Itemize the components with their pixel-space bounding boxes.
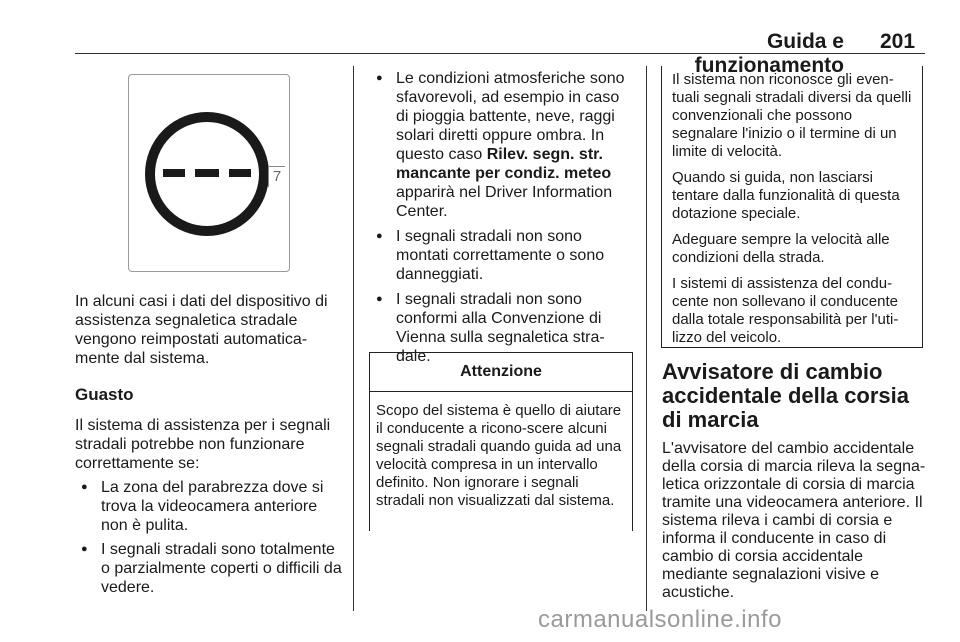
bullet1-text-post: apparirà nel Driver Information Center.: [396, 184, 613, 220]
column-2: [370, 69, 634, 366]
note-paragraph: Adeguare sempre la velocità alle condizioni della strada.: [672, 231, 890, 266]
col1-intro: In alcuni casi i dati del dispositivo di assistenza segnaletica stradale vengono reimpostati automatica-mente dal sistema.: [75, 293, 328, 367]
attention-text: Scopo del sistema è quello di aiutare il conducente a ricono-scere alcuni segnali stradali quando guida ad una velocità compresa in un intervallo definito. Non ignorare i segnali stradali non visualizzati dal sistema.: [376, 402, 622, 509]
attention-title: Attenzione: [370, 353, 632, 392]
column-3: [662, 360, 928, 602]
note-paragraph: Quando si guida, non lasciarsi tentare dalla funzionalità di questa dotazione speciale.: [672, 169, 900, 222]
no-speed-limit-sign-icon: [129, 75, 289, 271]
column-divider-1: [353, 66, 354, 611]
column-1: [75, 292, 343, 597]
list-item: [370, 69, 634, 221]
col1-text: Il sistema di assistenza per i segnali stradali potrebbe non funzionare correttamente se:: [75, 417, 331, 472]
header-rule: [75, 53, 925, 54]
bullet1-text-pre: Le condizioni atmosferiche sono sfavorevoli, ad esempio in caso di pioggia battente, neve, raggi solari diretti oppure ombra. In questo caso: [396, 70, 625, 163]
section-title: Avvisatore di cambio accidentale della corsia di marcia: [662, 359, 910, 432]
list-item: ● I segnali stradali non sono conformi alla Convenzione di Vienna sulla segnaletica stra-dale.: [370, 290, 634, 366]
list-item: ● La zona del parabrezza dove si trova la videocamera anteriore non è pulita.: [75, 478, 343, 535]
note-paragraph: I sistemi di assistenza del condu-cente non sollevano il conducente dalla totale responsabilità per l'uti-lizzo del veicolo.: [672, 275, 899, 346]
note-box: [661, 66, 923, 348]
attention-box: [369, 352, 633, 531]
figure-label: [268, 166, 285, 187]
col2-bullet-list: [370, 69, 634, 366]
list-item: ● I segnali stradali sono totalmente o parzialmente coperti o difficili da vedere.: [75, 540, 343, 597]
heading-guasto: Guasto: [75, 385, 134, 404]
header-title: Guida e funzionamento: [694, 30, 844, 77]
watermark-text: carmanualsonline.info: [538, 606, 782, 633]
col1-bullet-list: [75, 478, 343, 597]
figure-label-text: 7: [272, 168, 282, 185]
figure-frame: [128, 74, 290, 272]
note-paragraph: Il sistema non riconosce gli even-tuali segnali stradali diversi da quelli convenzionali che possono segnalare l'inizio o il termine di un limite di velocità.: [672, 71, 912, 160]
column-divider-2: [646, 66, 647, 611]
section-text: L'avvisatore del cambio accidentale della corsia di marcia rileva la segna-letica orizzontale di corsia di marcia tramite una videocamera anteriore. Il sistema rileva i cambi di corsia e informa il conducente in caso di cambio di corsia accidentale mediante segnalazioni visive e acustiche.: [662, 440, 926, 601]
page-number: 201: [880, 30, 916, 53]
bullet1-bold-text: Rilev. segn. str. mancante per condiz. meteo: [396, 146, 612, 182]
list-item: ● I segnali stradali non sono montati correttamente o sono danneggiati.: [370, 227, 634, 284]
